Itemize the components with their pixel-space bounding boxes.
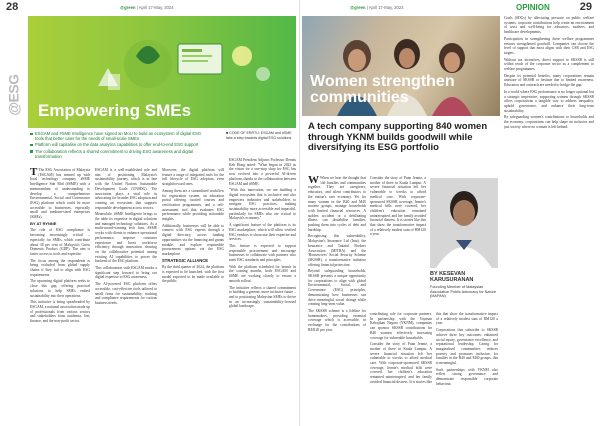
col-paragraph: Recognising this vulnerability, Malaysian's Insurance Ltd (Inta), the Insurance and Takaful Brokers Association (MITBA) and the 'Housewives' Social Security Scheme (SKSSR), a transformative initiative offering financial protection. (308, 234, 366, 267)
col-paragraph: Beyond safeguarding households, SKSSR presents a unique opportunity for corporations to align with global Environmental, Social, and Governance (ESG) principles, demonstrating how businesses can drive meaningful social change while creating long-term value. (308, 269, 366, 307)
col-paragraph: Among them are a streamlined workflow for registration system, an education portal offering curated courses and certification programmes, and a self-assessment tool that evaluates ESG performance while providing actionable insights. (162, 188, 224, 222)
author-portrait (430, 178, 498, 268)
left-col-1 (30, 168, 90, 420)
left-col-3 (162, 168, 224, 420)
col-paragraph: Without tax incentives, direct support to SKSSR is still within reach of the corporate sector as a complement to welfare programmes. (504, 57, 594, 72)
col-paragraph: In a world where ESG performance is no longer optional but a strategic imperative, supporting women through SKSSR offers corporations a tangible way to address inequality, uphold governance, and enhance their long-term sustainability. (504, 89, 594, 113)
author-name: BY KESEVAN KARUSURANAN (430, 271, 474, 283)
col-paragraph: Participation in strengthening these welfare programmes ensures strengthened goodwill. Companies can choose the level of support that most aligns with their CSR and ESG targets. (504, 36, 594, 55)
right-col-1 (308, 176, 366, 420)
right-page (300, 0, 600, 426)
author-role: Founding Member of Malaysian Association Public Advocacy for Nature (MAPAN) (430, 285, 497, 299)
col-paragraph: contributing role for corporate partners. In partnership with the Yayasan Kebajikan Negara (YKNM), companies can sponsor SKSSR contributions for B40 women, effectively increasing coverage for vulnerable households. (370, 312, 432, 340)
left-hero-title: Empowering SMEs (38, 101, 192, 120)
col-paragraph: Goals (SDGs) by alleviating pressure on public welfare systems, corporate contributions help create an environment of trust and well-being for educators, mothers, and healthcare developments. (504, 16, 594, 35)
bullet-item: ESGAM and #SME Intelligence have signed an MoU to build an ecosystem of digital ESG tools that better cater for the needs of small-scale SMEs (30, 131, 210, 141)
bullet-item: Platform will capitalise on the data analytics capabilities to offer end-to-end ESG support (30, 142, 210, 147)
bullet-item: The collaboration reflects a shared commitment to driving ESG awareness and digital transformation (30, 149, 210, 159)
right-col-3 (504, 16, 594, 420)
col-paragraph: The initiative reflects a shared commitment to building a greener, more inclusive future – and to positioning Malaysian SMEs to thrive in an increasingly sustainability-focused global landscape. (229, 285, 296, 309)
right-hero-photo (302, 16, 500, 116)
left-byline: BY AT RYNNE (30, 220, 57, 226)
right-col-2-top (370, 176, 426, 308)
left-col-2 (95, 168, 157, 420)
right-hero-title-2: communities (310, 89, 409, 106)
right-masthead (350, 5, 404, 10)
col-paragraph: By the third quarter of 2024, the platform is expected to be launched, with the first model expected to be made available to the public. (162, 265, 224, 284)
col-paragraph: The AI-powered ESG platform offers accessible, cost-effective tools tailored to small firms for sustainability, tracking and compliance requirements for various business needs. (95, 282, 157, 305)
left-bullets (30, 131, 210, 160)
left-masthead-date: | April 17-May, 2024 (136, 5, 174, 10)
author-box (430, 272, 498, 299)
left-header (0, 0, 299, 16)
left-page-number: 28 (6, 1, 19, 13)
right-page-number: 29 (579, 1, 592, 13)
right-col-2 (370, 312, 498, 420)
col-paragraph: Moreover, the digital platform will feature a range of integrated tools for the full lifecycle of ESG adoption, even straightforward ones. (162, 168, 224, 187)
col-paragraph: The role of ESG compliance is becoming increasingly critical – especially for SMEs, which contribute about 38 per cent of Malaysia's Gross Domestic Product (GDP). The aim is faster access to tools and expertise. (30, 228, 90, 256)
col-paragraph: With the platform scheduled for launch in the coming months, both ESGAM and #SME are working closely to ensure a smooth rollout. (229, 264, 296, 283)
author-photo (430, 178, 498, 268)
left-hero-image (28, 16, 296, 128)
col-paragraph: Corporations that subscribe to SKSSR achieve three key outcomes: enhanced social equity, governance excellence, and reputational leadership. Caring for marginalised communities reduces poverty and promotes inclusion; for families in the B40 and M40 groups, this is meaningful. (436, 328, 498, 366)
left-hero-caption: ■ CODE OF ERRTU: ESGAM and #SME take a step towards digital ESG solutions (226, 131, 292, 140)
col-paragraph: "With this innovation, we are building a digital ecosystem that is inclusive and also empowers industries and stakeholders to navigate ESG practices, making sustainability more accessible and impactful, particularly for SMEs who are critical to Malaysia's economy." (229, 188, 296, 221)
side-tag: @ESG (6, 74, 22, 116)
right-masthead-brand: @green (350, 5, 366, 10)
col-paragraph: By safeguarding women's contributions to households and the economy, corporations can help shape an inclusive and just society where no woman is left behind. (504, 115, 594, 129)
col-paragraph: Additionally, businesses will be able to connect with ESG experts through a digital directory, access funding opportunities via the financing and grants module, and explore responsible procurement options via the ESG marketplace. (162, 223, 224, 256)
col-paragraph: ESGAM is a well-established role and aim of positioning Malaysia's sustainability journey, which is in line with the United Nations Sustainable Development Goals (UNSDG). The association plays a vital role in advocating for broader ESG adoption and creating an ecosystem that supports responsible development across sectors. (95, 168, 157, 210)
col-paragraph: W When we hear the thought that 'old families and communities together. They are caregivers, educators, and silent contributors to the nation's care economy. Yet for many women in the B40 and M40 income groups, manage households with limited financial resources. A sudden accident or a debilitating illness can destabilise families, pushing them into cycles of debt and hardship. (308, 176, 366, 232)
right-hero-title-1: Women strengthen (310, 73, 455, 90)
col-paragraph: T The ESG Association of Malaysia (ESGAM) has teamed up with local technology company #SME Intelligence Sdn Bhd (#SME) with a memorandum of understanding to develop a comprehensive Environmental, Social and Governance (ESG) platform which could be more accessible to businesses, especially small and medium-sized enterprises (SMEs). (30, 168, 90, 220)
right-headline: A tech company supporting 840 women through YKNM builds goodwill while diversifying its ESG portfolio (308, 121, 488, 153)
col-paragraph: This feature is expected to support responsible procurement and encourage businesses to collaborate with partners who meet ESG standards and principles. (229, 243, 296, 263)
col-paragraph: Consider the story of Puan Jennie, a mother of three in Kuala Lumpur. A severe financial situation left her vulnerable to wrecks to afford medical care. With corporate-sponsored SKSSR coverage, Jennie's medical bills were covered, her children's education remained uninterrupted, and her family avoided financial distress. It is stories like this that show the transformative impact of a relatively modest sum of RM120 a year. (370, 312, 498, 384)
right-masthead-date: | April 17-May, 2024 (366, 5, 404, 10)
left-masthead (120, 5, 174, 10)
col-paragraph: This initiative is being spearheaded by ESGAM, a national association made up of professionals from various sectors and stakeholders from academia, law, finance, and the non-profit sector. (30, 300, 90, 324)
col-paragraph: ESGAM President Adjunct Professor Dennis Keh Hong noted: "What began in 2022 as the vision for a one-stop shop for ESG has now evolved into a powerful AI-driven platform, thanks to the collaboration between ESGAM and #SME. (229, 158, 296, 186)
left-col-4 (229, 158, 296, 420)
col-paragraph: Meanwhile, #SME Intelligence brings to the table its expertise in digital solutions and managed technology solutions. As a multi-award-winning tech firm, #SME works with clients to enhance operational performance, improve customer experience and boost workforce efficiency through innovation, drawing on the collaborative potential among existing AI capabilities to power the backend of the ESG platform. (95, 212, 157, 264)
left-masthead-brand: @green (120, 5, 136, 10)
right-header (300, 0, 600, 16)
col-paragraph: Despite its potential benefits, many corporations remain unaware of SKSSR or hesitate due to limited awareness. Education and outreach are needed to bridge the gap. (504, 73, 594, 88)
col-paragraph: The focus among the respondents is being excluded from global supply chains if they fail to align with ESG requirements. (30, 258, 90, 277)
col-paragraph: Consider the story of Puan Jennie, a mother of three in Kuala Lumpur. A severe financial situation left her vulnerable to wrecks to afford medical care. With corporate-sponsored SKSSR coverage, Jennie's medical bills were covered, her children's education remained uninterrupted, and her family avoided financial distress. It is stories like this that show the transformative impact of a relatively modest sum of RM120 a year. (370, 176, 426, 237)
col-paragraph: This collaboration with ESGAM marks a significant step forward to bring our digital expertise to ESG awareness. (95, 266, 157, 280)
section-label: OPINION (516, 3, 550, 12)
col-paragraph: A significant feature of the platform is its ESG marketplace, which will allow verified ESG vendors to showcase their expertise and services. (229, 223, 296, 242)
col-paragraph: The upcoming digital platform seeks to close this gap, offering practical solutions to help SMEs embed sustainability into their operations. (30, 279, 90, 298)
section-heading: STRATEGIC ALLIANCE (162, 257, 209, 263)
col-paragraph: The SKSSR scheme is a lifeline for homemakers, providing essential coverage which is accessible, in exchange for the contributions of RM120 per year. (308, 308, 366, 332)
col-paragraph: Such partnerships with YKNM also reflect strong governance and demonstrate responsible corporate behaviour. (436, 367, 498, 386)
